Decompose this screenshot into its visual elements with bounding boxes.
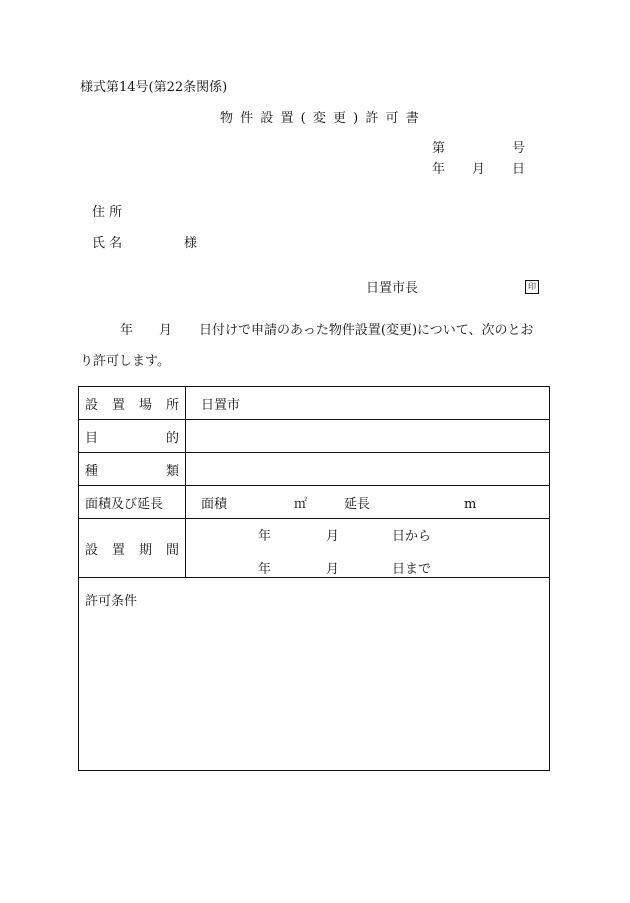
length-word: 延長: [344, 496, 371, 512]
body-text-line2: り許可します。: [80, 354, 170, 369]
issuer-mayor: 日置市長: [366, 281, 419, 296]
period-from-line: 年 月 日から: [258, 528, 432, 544]
date-day: 日: [512, 162, 526, 177]
body-month: 月: [159, 323, 173, 338]
number-suffix: 号: [512, 141, 526, 156]
period-to-line: 年 月 日まで: [258, 561, 432, 577]
period-value: [186, 519, 550, 578]
period-label: 設 置 期 間: [79, 519, 186, 578]
area-length-value: [186, 486, 550, 519]
seal-icon: 印: [525, 280, 539, 294]
length-unit: m: [464, 496, 477, 512]
form-number: 様式第14号(第22条関係): [80, 80, 228, 95]
location-value: 日置市: [186, 387, 550, 420]
row-conditions: [79, 578, 550, 771]
address-label: 住 所: [92, 205, 123, 220]
purpose-label: 目 的: [79, 420, 186, 453]
date-month: 月: [472, 162, 486, 177]
name-label: 氏 名: [92, 236, 123, 251]
row-period: [79, 519, 550, 578]
purpose-value: [186, 420, 550, 453]
type-label: 種 類: [79, 453, 186, 486]
permit-table: [78, 386, 550, 771]
number-prefix: 第: [432, 141, 446, 156]
date-year: 年: [432, 162, 446, 177]
row-type: [79, 453, 550, 486]
location-label: 設 置 場 所: [79, 387, 186, 420]
row-location: [79, 387, 550, 420]
area-unit: ㎡: [294, 496, 308, 512]
area-length-label: 面積及び延長: [79, 486, 186, 519]
area-word: 面積: [201, 496, 228, 512]
honorific: 様: [184, 236, 198, 251]
body-year: 年: [120, 323, 134, 338]
type-value: [186, 453, 550, 486]
conditions-label: 許可条件: [85, 594, 138, 609]
conditions-cell: [79, 578, 550, 771]
row-purpose: [79, 420, 550, 453]
body-text-line1: 日付けで申請のあった物件設置(変更)について、次のとお: [199, 323, 534, 338]
row-area-length: [79, 486, 550, 519]
document-title: 物件設置(変更)許可書: [220, 111, 426, 126]
